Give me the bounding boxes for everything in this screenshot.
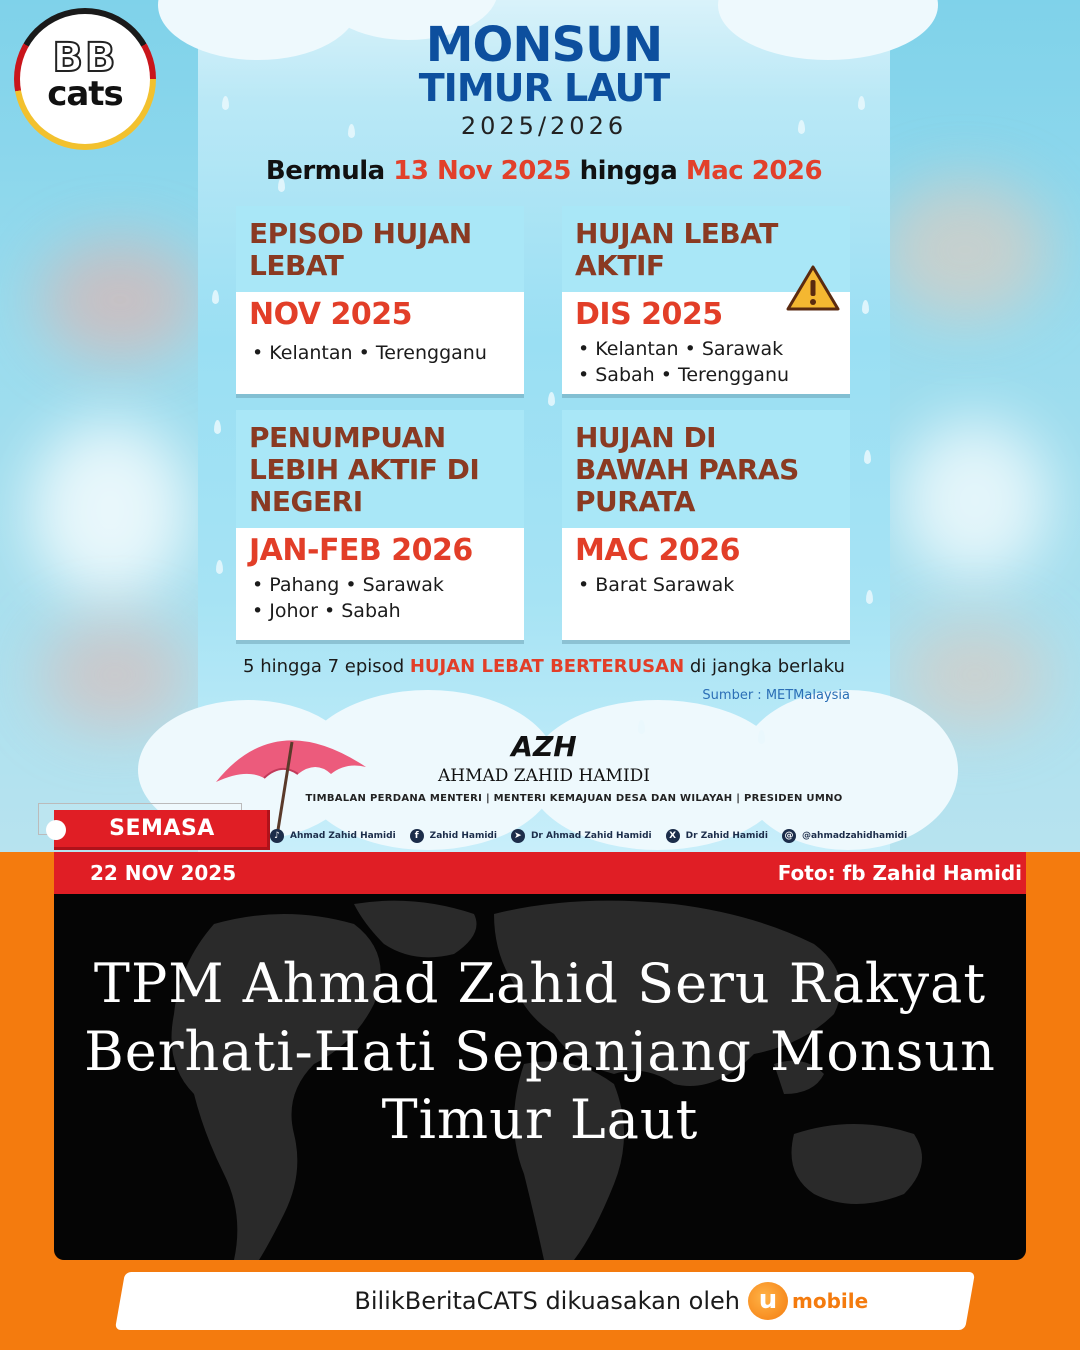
x-icon: X: [666, 829, 680, 843]
facebook-icon: f: [410, 829, 424, 843]
poster-title-line2: TIMUR LAUT: [418, 66, 670, 110]
category-tag-label: SEMASA: [109, 816, 215, 841]
card-hujan-bawah-purata: HUJAN DI BAWAH PARAS PURATA MAC 2026 • Barat Sarawak: [562, 410, 850, 640]
umobile-brand: mobile: [792, 1289, 869, 1313]
headline-box: [54, 894, 1026, 1260]
social-telegram: ➤ Dr Ahmad Zahid Hamidi: [511, 829, 652, 843]
logo-bb-text: BB: [52, 35, 118, 81]
card-places: • Kelantan • Sarawak • Sabah • Terengganu: [578, 338, 790, 386]
threads-icon: @: [782, 829, 796, 843]
logo-cats-text: cats: [47, 74, 123, 114]
warning-icon: [786, 264, 840, 312]
social-threads: @ @ahmadzahidhamidi: [782, 829, 907, 843]
photo-credit: Foto: fb Zahid Hamidi: [777, 861, 1022, 885]
card-penumpuan: PENUMPUAN LEBIH AKTIF DI NEGERI JAN-FEB 2026 • Pahang • Sarawak • Johor • Sabah: [236, 410, 524, 640]
tiktok-icon: ♪: [270, 829, 284, 843]
publish-date: 22 NOV 2025: [90, 861, 237, 885]
episod-note: 5 hingga 7 episod HUJAN LEBAT BERTERUSAN di jangka berlaku: [243, 656, 845, 677]
card-hujan-lebat-aktif: HUJAN LEBAT AKTIF DIS 2025 • Kelantan • Sarawak • Sabah • Terengganu: [562, 206, 850, 394]
card-month: MAC 2026: [575, 533, 741, 568]
official-name: AHMAD ZAHID HAMIDI: [437, 766, 651, 786]
card-places: • Barat Sarawak: [578, 574, 735, 596]
telegram-icon: ➤: [511, 829, 525, 843]
poster-title-line1: MONSUN: [425, 17, 663, 73]
poster-year: 2025/2026: [460, 112, 628, 140]
card-episod-hujan-lebat: EPISOD HUJAN LEBAT NOV 2025 • Kelantan • Terengganu: [236, 206, 524, 394]
source-note: Sumber : METMalaysia: [702, 688, 850, 703]
umobile-logo-glyph: u: [758, 1285, 778, 1315]
signature-logo: [494, 728, 594, 762]
social-tiktok: ♪ Ahmad Zahid Hamidi: [270, 829, 396, 843]
svg-text:AZH: AZH: [511, 730, 577, 763]
monsoon-poster-image: [198, 0, 908, 852]
card-month: NOV 2025: [249, 297, 412, 332]
card-places: • Kelantan • Terengganu: [252, 342, 487, 364]
social-facebook: f Zahid Hamidi: [410, 829, 497, 843]
social-handles: [258, 822, 908, 850]
social-x: X Dr Zahid Hamidi: [666, 829, 768, 843]
sponsor-text: BilikBeritaCATS dikuasakan oleh: [354, 1287, 740, 1315]
card-places: • Pahang • Sarawak • Johor • Sabah: [252, 574, 444, 622]
card-month: DIS 2025: [575, 297, 723, 332]
headline: TPM Ahmad Zahid Seru Rakyat Berhati-Hati Sepanjang Monsun Timur Laut: [84, 952, 996, 1151]
poster-period: Bermula 13 Nov 2025 hingga Mac 2026: [265, 156, 823, 186]
card-month: JAN-FEB 2026: [249, 533, 473, 568]
official-role: TIMBALAN PERDANA MENTERI | MENTERI KEMAJUAN DESA DAN WILAYAH | PRESIDEN UMNO: [305, 793, 843, 804]
